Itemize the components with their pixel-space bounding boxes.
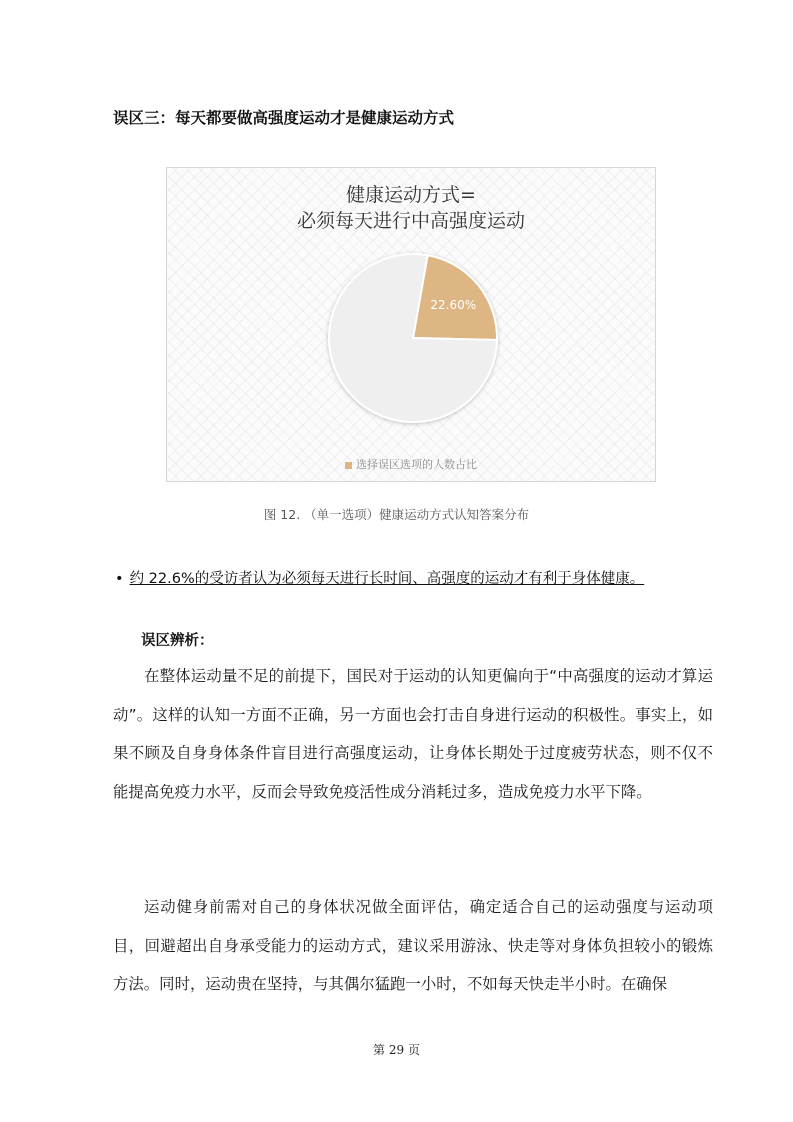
bullet-symbol: • <box>115 571 124 587</box>
legend-label: 选择误区选项的人数占比 <box>356 458 477 471</box>
analysis-heading: 误区辨析： <box>141 633 214 649</box>
legend-swatch <box>345 462 352 469</box>
chart-title-line-2: 必须每天进行中高强度运动 <box>296 210 525 232</box>
section-title: 误区三：每天都要做高强度运动才是健康运动方式 <box>113 109 455 127</box>
chart-legend <box>167 456 655 472</box>
chart-title-line-1: 健康运动方式= <box>346 184 476 206</box>
page-number: 第 29 页 <box>373 1043 420 1057</box>
analysis-paragraph-1: 在整体运动量不足的前提下，国民对于运动的认知更偏向于“中高强度的运动才算运动”。这样的认知一方面不正确，另一方面也会打击自身进行运动的积极性。事实上，如果不顾及自身身体条件盲目进行高强度运动，让身体长期处于过度疲劳状态，则不仅不能提高免疫力水平，反而会导致免疫活性成分消耗过多，造成免疫力水平下降。 <box>113 667 713 801</box>
analysis-paragraph-2: 运动健身前需对自己的身体状况做全面评估，确定适合自己的运动强度与运动项目，回避超出自身承受能力的运动方式，建议采用游泳、快走等对身体负担较小的锻炼方法。同时，运动贵在坚持，与其偶尔猛跑一小时，不如每天快走半小时。在确保 <box>113 898 713 993</box>
bullet-item <box>115 567 644 588</box>
pie-data-label: 22.60% <box>430 297 477 312</box>
bullet-text: 约 22.6%的受访者认为必须每天进行长时间、高强度的运动才有利于身体健康。 <box>129 571 645 587</box>
pie-chart <box>166 167 656 482</box>
pie-chart-svg <box>167 168 656 482</box>
figure-caption: 图 12. （单一选项）健康运动方式认知答案分布 <box>263 507 530 522</box>
